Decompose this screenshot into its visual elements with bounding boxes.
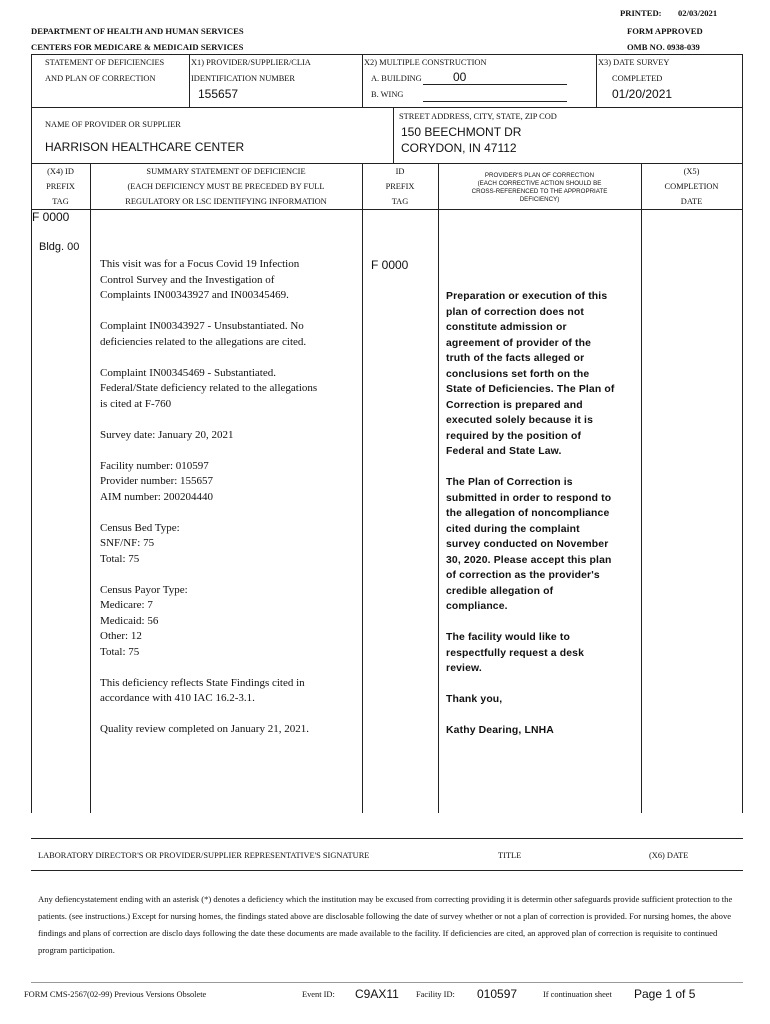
- building-label: A. BUILDING: [371, 74, 422, 83]
- x5-header-3: DATE: [680, 197, 703, 206]
- summary-paragraph: Quality review completed on January 21, 2021.: [100, 723, 309, 735]
- summary-header-3: REGULATORY OR LSC IDENTIFYING INFORMATION: [125, 197, 327, 206]
- date-survey-label-2: COMPLETED: [612, 74, 663, 83]
- summary-paragraph: Survey date: January 20, 2021: [100, 428, 234, 441]
- facility-id-label: Facility ID:: [416, 990, 455, 999]
- table-right-rule: [742, 163, 743, 813]
- x5-header-1: (X5): [683, 167, 700, 176]
- summary-header-1: SUMMARY STATEMENT OF DEFICIENCIE: [146, 167, 306, 176]
- x4-header-1: (X4) ID: [47, 167, 74, 176]
- page-number: Page 1 of 5: [634, 987, 696, 1001]
- building-tag: Bldg. 00: [39, 241, 80, 253]
- signature-top-rule: [31, 838, 743, 839]
- date-survey-label-1: X3) DATE SURVEY: [598, 58, 670, 67]
- id-header-3: TAG: [391, 197, 409, 206]
- provider-block-divider: [393, 107, 394, 164]
- footnote-text: Any defiencystatement ending with an asterisk (*) denotes a deficiency which the institution may be excused from correcting providing it is determin other safeguards provide sufficient protection to the patients. (see instructions.) Except for nursing homes, the findings stated above are disclosable following the date of survey whether or not a plan of correction is provided. For nursing homes, the above findings and plans of correction are disclo days following the date these documents are made available to the facility. If deficiencies are cited, an approved plan of correction is requisite to continued program participation.: [38, 894, 733, 955]
- street-address-line2: CORYDON, IN 47112: [401, 141, 517, 155]
- column-header-bottom-rule: [31, 209, 743, 210]
- provider-block-left-rule: [31, 107, 32, 164]
- summary-paragraph: This deficiency reflects State Findings cited in accordance with 410 IAC 16.2-3.1.: [100, 676, 305, 704]
- omb-number: OMB NO. 0938-039: [627, 42, 700, 52]
- summary-paragraph: Complaint IN00345469 - Substantiated. Federal/State deficiency related to the allegations is cited at F-760: [100, 366, 318, 410]
- provider-name-label: NAME OF PROVIDER OR SUPPLIER: [45, 120, 181, 129]
- event-id-value: C9AX11: [355, 987, 399, 1001]
- building-underline: [423, 84, 567, 85]
- provider-block-right-rule: [742, 107, 743, 164]
- continuation-label: If continuation sheet: [543, 990, 612, 999]
- summary-paragraph: Facility number: 010597 Provider number: 155657 AIM number: 200204440: [100, 459, 214, 503]
- table-divider-1: [90, 163, 91, 813]
- id-block-divider-3: [596, 54, 597, 108]
- id-header-1: ID: [395, 167, 405, 176]
- date-survey-value: 01/20/2021: [612, 87, 673, 101]
- id-block-right-rule: [742, 54, 743, 108]
- printed-date: 02/03/2021: [678, 8, 718, 18]
- id-header-2: PREFIX: [385, 182, 415, 191]
- left-tag: F 0000: [32, 210, 70, 224]
- provider-id-label-1: X1) PROVIDER/SUPPLIER/CLIA: [191, 58, 311, 67]
- id-block-divider-1: [189, 54, 190, 108]
- summary-paragraph: Census Payor Type: Medicare: 7 Medicaid: 56 Other: 12 Total: 75: [100, 583, 188, 658]
- table-divider-2: [362, 163, 363, 813]
- provider-block-bottom-rule: [31, 163, 743, 164]
- wing-underline: [423, 101, 567, 102]
- provider-id-value: 155657: [198, 87, 239, 101]
- signature-label: LABORATORY DIRECTOR'S OR PROVIDER/SUPPLIER REPRESENTATIVE'S SIGNATURE: [38, 851, 370, 860]
- table-divider-4: [641, 163, 642, 813]
- summary-header-2: (EACH DEFICIENCY MUST BE PRECEDED BY FULL: [127, 182, 325, 191]
- printed-label: PRINTED:: [620, 8, 662, 18]
- id-block-left-rule: [31, 54, 32, 108]
- plan-paragraph: Kathy Dearing, LNHA: [446, 725, 554, 736]
- id-block-divider-2: [362, 54, 363, 108]
- signature-title-label: TITLE: [498, 851, 522, 860]
- x4-header-2: PREFIX: [46, 182, 75, 191]
- event-id-label: Event ID:: [302, 990, 335, 999]
- provider-id-label-2: IDENTIFICATION NUMBER: [191, 74, 295, 83]
- form-approved: FORM APPROVED: [627, 26, 703, 36]
- plan-header-4: DEFICIENCY): [519, 196, 560, 203]
- summary-statement: [100, 257, 358, 753]
- x4-header-3: TAG: [52, 197, 69, 206]
- summary-paragraph: This visit was for a Focus Covid 19 Infection Control Survey and the Investigation of Complaints IN00343927 and IN00345469.: [100, 258, 300, 301]
- plan-paragraph: The Plan of Correction is submitted in order to respond to the allegation of noncompliance cited during the complaint survey conducted on November 30, 2020. Please accept this plan of correction as the provider's credible allegation of compliance.: [446, 477, 612, 612]
- plan-of-correction: [446, 289, 616, 754]
- provider-name-value: HARRISON HEALTHCARE CENTER: [45, 140, 245, 154]
- street-address-line1: 150 BEECHMONT DR: [401, 125, 522, 139]
- facility-id-value: 010597: [477, 987, 518, 1001]
- department-name: DEPARTMENT OF HEALTH AND HUMAN SERVICES: [31, 26, 244, 36]
- table-left-rule: [31, 163, 32, 813]
- summary-paragraph: Complaint IN00343927 - Unsubstantiated. No deficiencies related to the allegations are cited.: [100, 320, 307, 348]
- wing-label: B. WING: [371, 90, 404, 99]
- plan-header-2: (EACH CORRECTIVE ACTION SHOULD BE: [477, 180, 602, 187]
- form-number: FORM CMS-2567(02-99) Previous Versions Obsolete: [24, 990, 207, 999]
- id-block-top-rule: [31, 54, 743, 55]
- statement-label-1: STATEMENT OF DEFICIENCIES: [45, 58, 165, 67]
- plan-header-3: CROSS-REFERENCED TO THE APPROPRIATE: [471, 188, 608, 195]
- plan-header-1: PROVIDER'S PLAN OF CORRECTION: [484, 172, 595, 179]
- statement-label-2: AND PLAN OF CORRECTION: [45, 74, 156, 83]
- signature-date-label: (X6) DATE: [649, 851, 689, 860]
- building-value: 00: [453, 70, 467, 84]
- x5-header-2: COMPLETION: [664, 182, 719, 191]
- id-block-bottom-rule: [31, 107, 743, 108]
- plan-paragraph: The facility would like to respectfully request a desk review.: [446, 632, 585, 674]
- signature-bottom-rule: [31, 870, 743, 871]
- multiple-construction-label: X2) MULTIPLE CONSTRUCTION: [364, 58, 487, 67]
- street-address-label: STREET ADDRESS, CITY, STATE, ZIP COD: [399, 112, 557, 121]
- plan-paragraph: Preparation or execution of this plan of correction does not constitute admission or agreement of provider of the truth of the facts alleged or conclusions set forth on the State of Deficiencies. The Plan of Correction is prepared and executed solely because it is required by the position of Federal and State Law.: [446, 291, 615, 457]
- footnote-rule: [31, 982, 743, 983]
- table-divider-3: [438, 163, 439, 813]
- right-tag: F 0000: [371, 258, 409, 272]
- plan-paragraph: Thank you,: [446, 694, 503, 705]
- centers-name: CENTERS FOR MEDICARE & MEDICAID SERVICES: [31, 42, 244, 52]
- summary-paragraph: Census Bed Type: SNF/NF: 75 Total: 75: [100, 521, 180, 565]
